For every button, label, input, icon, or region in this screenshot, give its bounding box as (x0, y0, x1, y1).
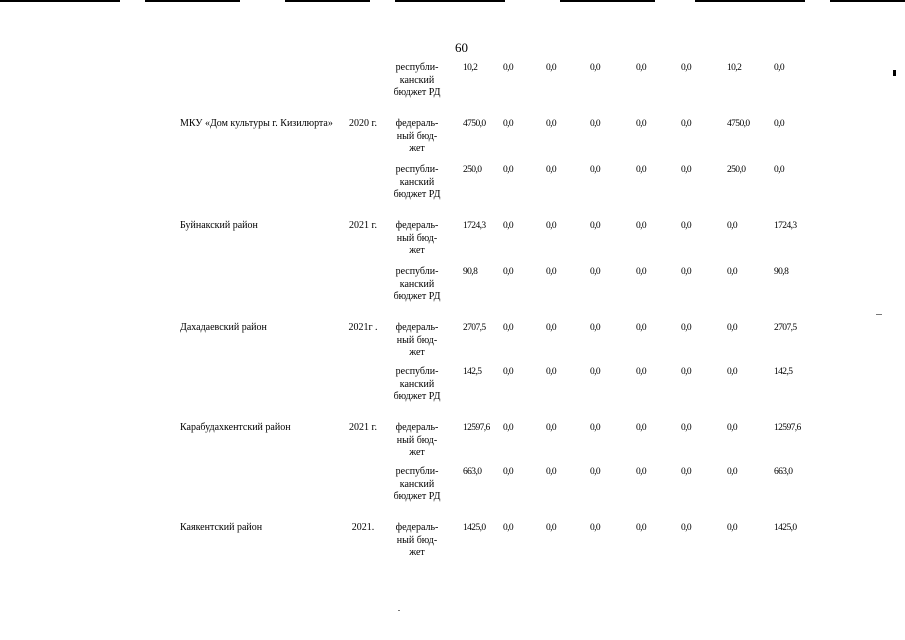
value-cell: 0,0 (727, 267, 738, 277)
value-cell: 0,0 (727, 323, 738, 333)
value-cell: 0,0 (590, 423, 601, 433)
value-cell: 0,0 (727, 467, 738, 477)
funding-source: федераль-ный бюд-жет (395, 522, 439, 558)
value-cell: 0,0 (636, 467, 647, 477)
funding-source: республи-канский бюджет РД (393, 466, 441, 502)
value-cell: 0,0 (503, 119, 514, 129)
organization-name: МКУ «Дом культуры г. Кизилюрта» (180, 118, 333, 129)
year-cell: 2020 г. (349, 118, 377, 129)
value-cell: 1425,0 (774, 523, 797, 533)
value-cell: 0,0 (546, 221, 557, 231)
value-cell: 0,0 (727, 523, 738, 533)
value-cell: 0,0 (636, 63, 647, 73)
value-cell: 0,0 (774, 165, 785, 175)
value-cell: 0,0 (503, 467, 514, 477)
page-number: 60 (455, 40, 468, 55)
scan-edge-line (395, 0, 505, 2)
value-cell: 4750,0 (727, 119, 750, 129)
value-cell: 250,0 (727, 165, 746, 175)
value-cell: 0,0 (503, 323, 514, 333)
value-cell: 90,8 (774, 267, 789, 277)
scan-edge-line (145, 0, 240, 2)
value-cell: 0,0 (636, 423, 647, 433)
value-cell: 0,0 (503, 165, 514, 175)
value-cell: 4750,0 (463, 119, 486, 129)
value-cell: 0,0 (636, 221, 647, 231)
value-cell: 0,0 (681, 467, 692, 477)
value-cell: 0,0 (681, 119, 692, 129)
funding-source: федераль-ный бюд-жет (395, 422, 439, 458)
value-cell: 0,0 (727, 221, 738, 231)
organization-name: Каякентский район (180, 522, 263, 533)
scan-edge-line (560, 0, 655, 2)
year-cell: 2021г . (348, 322, 378, 333)
value-cell: 0,0 (590, 367, 601, 377)
value-cell: 142,5 (463, 367, 482, 377)
value-cell: 0,0 (681, 323, 692, 333)
value-cell: 0,0 (636, 523, 647, 533)
value-cell: 663,0 (774, 467, 793, 477)
value-cell: 0,0 (590, 523, 601, 533)
value-cell: 0,0 (681, 523, 692, 533)
value-cell: 10,2 (463, 63, 478, 73)
scan-speck (398, 610, 400, 611)
value-cell: 0,0 (590, 63, 601, 73)
value-cell: 2707,5 (774, 323, 797, 333)
value-cell: 0,0 (503, 63, 514, 73)
value-cell: 0,0 (546, 267, 557, 277)
value-cell: 0,0 (774, 63, 785, 73)
scan-edge-line (285, 0, 370, 2)
year-cell: 2021. (351, 522, 375, 533)
value-cell: 0,0 (546, 165, 557, 175)
funding-source: республи-канский бюджет РД (393, 62, 441, 98)
funding-source: федераль-ный бюд-жет (395, 118, 439, 154)
organization-name: Карабудахкентский район (180, 422, 291, 433)
value-cell: 0,0 (681, 367, 692, 377)
value-cell: 0,0 (636, 165, 647, 175)
value-cell: 0,0 (636, 119, 647, 129)
value-cell: 0,0 (503, 221, 514, 231)
value-cell: 0,0 (546, 423, 557, 433)
value-cell: 0,0 (774, 119, 785, 129)
value-cell: 1724,3 (463, 221, 486, 231)
value-cell: 0,0 (590, 323, 601, 333)
organization-name: Дахадаевский район (180, 322, 267, 333)
value-cell: 0,0 (503, 367, 514, 377)
year-cell: 2021 г. (349, 220, 377, 231)
value-cell: 0,0 (590, 165, 601, 175)
value-cell: 0,0 (681, 423, 692, 433)
value-cell: 0,0 (546, 323, 557, 333)
value-cell: 1425,0 (463, 523, 486, 533)
value-cell: 0,0 (590, 221, 601, 231)
funding-source: федераль-ный бюд-жет (395, 322, 439, 358)
value-cell: 90,8 (463, 267, 478, 277)
value-cell: 0,0 (590, 467, 601, 477)
scan-speck (876, 314, 882, 315)
funding-source: республи-канский бюджет РД (393, 164, 441, 200)
value-cell: 0,0 (681, 267, 692, 277)
value-cell: 0,0 (546, 63, 557, 73)
value-cell: 0,0 (546, 367, 557, 377)
scan-mark (893, 70, 896, 76)
value-cell: 0,0 (546, 523, 557, 533)
organization-name: Буйнакский район (180, 220, 258, 231)
value-cell: 0,0 (727, 367, 738, 377)
value-cell: 142,5 (774, 367, 793, 377)
funding-source: республи-канский бюджет РД (393, 366, 441, 402)
value-cell: 0,0 (636, 367, 647, 377)
value-cell: 0,0 (681, 221, 692, 231)
value-cell: 663,0 (463, 467, 482, 477)
scan-edge-line (830, 0, 905, 2)
value-cell: 250,0 (463, 165, 482, 175)
value-cell: 0,0 (590, 119, 601, 129)
value-cell: 0,0 (546, 119, 557, 129)
scan-edge-line (0, 0, 120, 2)
value-cell: 12597,6 (774, 423, 801, 433)
value-cell: 2707,5 (463, 323, 486, 333)
funding-source: республи-канский бюджет РД (393, 266, 441, 302)
value-cell: 0,0 (590, 267, 601, 277)
value-cell: 0,0 (636, 323, 647, 333)
value-cell: 0,0 (636, 267, 647, 277)
value-cell: 0,0 (546, 467, 557, 477)
scan-edge-line (695, 0, 805, 2)
value-cell: 1724,3 (774, 221, 797, 231)
funding-source: федераль-ный бюд-жет (395, 220, 439, 256)
value-cell: 0,0 (503, 523, 514, 533)
value-cell: 0,0 (503, 267, 514, 277)
value-cell: 12597,6 (463, 423, 490, 433)
value-cell: 10,2 (727, 63, 742, 73)
value-cell: 0,0 (681, 63, 692, 73)
year-cell: 2021 г. (349, 422, 377, 433)
value-cell: 0,0 (727, 423, 738, 433)
value-cell: 0,0 (681, 165, 692, 175)
value-cell: 0,0 (503, 423, 514, 433)
